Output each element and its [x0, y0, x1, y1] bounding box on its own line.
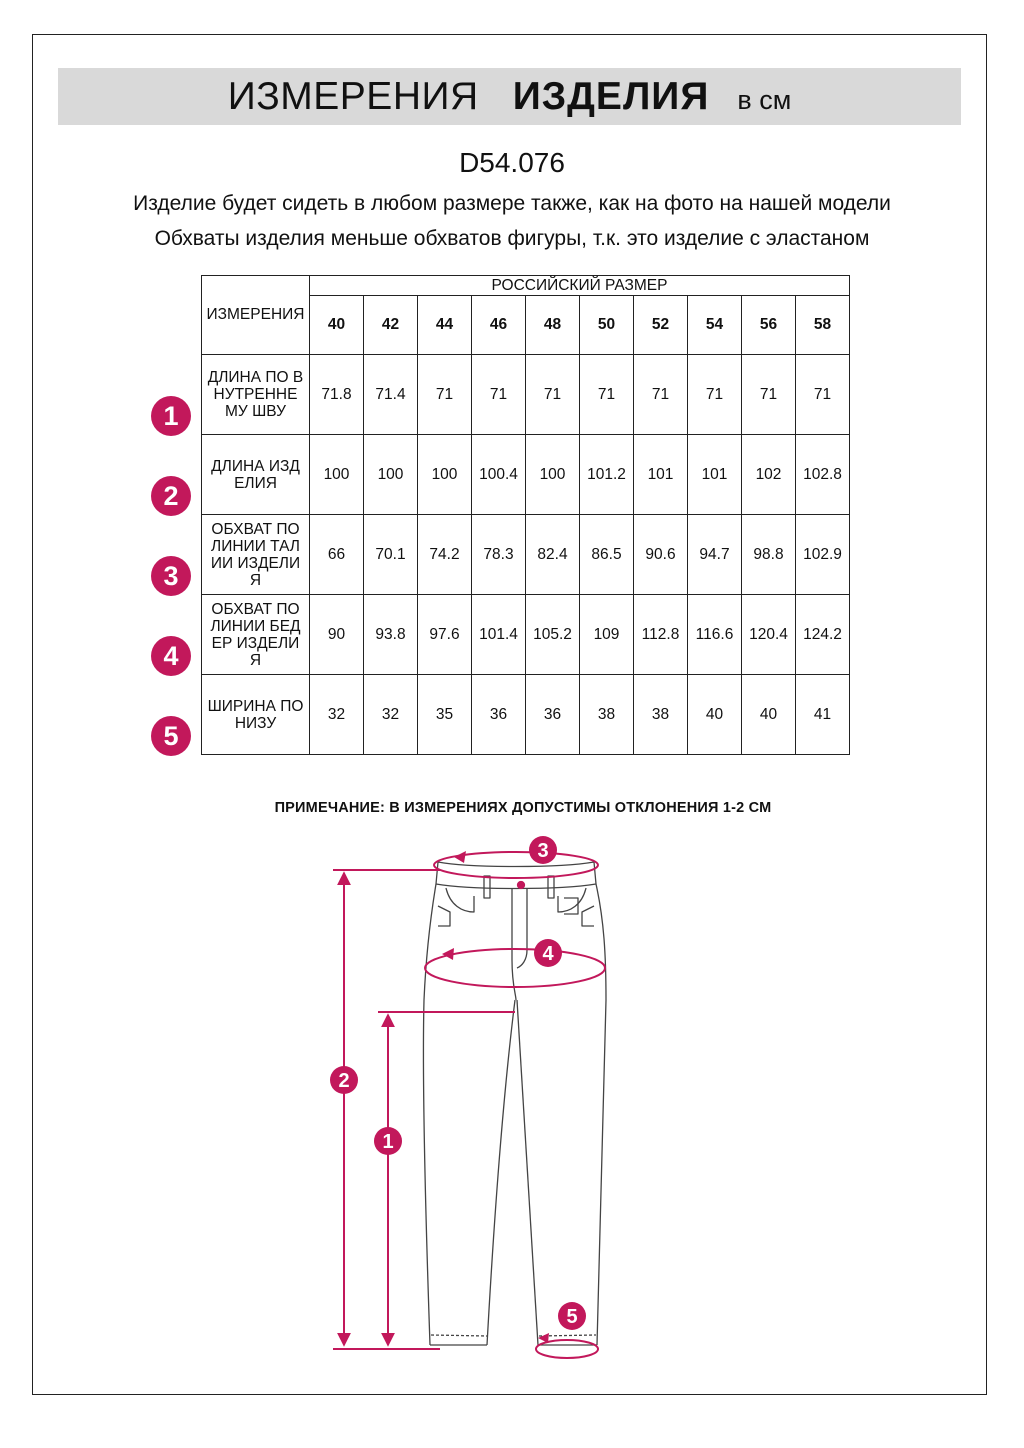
size-header: 52: [634, 296, 688, 355]
table-cell: 35: [418, 675, 472, 755]
measurement-name: ДЛИНА ПО ВНУТРЕННЕ МУ ШВУ: [202, 355, 310, 435]
diagram-markers: [330, 836, 586, 1330]
table-cell: 101: [634, 435, 688, 515]
svg-text:2: 2: [338, 1070, 350, 1092]
table-cell: 90.6: [634, 515, 688, 595]
size-header: 44: [418, 296, 472, 355]
measure-header: ИЗМЕРЕНИЯ: [202, 276, 310, 355]
table-cell: 82.4: [526, 515, 580, 595]
table-cell: 38: [580, 675, 634, 755]
measurement-name: ДЛИНА ИЗДЕЛИЯ: [202, 435, 310, 515]
svg-text:1: 1: [382, 1131, 394, 1153]
svg-text:3: 3: [537, 840, 549, 862]
table-cell: 40: [742, 675, 796, 755]
table-cell: 71.4: [364, 355, 418, 435]
table-cell: 101.4: [472, 595, 526, 675]
table-cell: 71: [634, 355, 688, 435]
table-cell: 105.2: [526, 595, 580, 675]
table-cell: 90: [310, 595, 364, 675]
table-cell: 101: [688, 435, 742, 515]
table-cell: 94.7: [688, 515, 742, 595]
table-cell: 78.3: [472, 515, 526, 595]
row-number-badge: 4: [151, 636, 191, 676]
intro-line-1: Изделие будет сидеть в любом размере также, как на фото на нашей модели: [133, 192, 891, 215]
svg-text:4: 4: [542, 943, 554, 965]
title-bold: ИЗДЕЛИЯ: [512, 75, 710, 118]
title-light: ИЗМЕРЕНИЯ: [227, 75, 479, 118]
size-header: 50: [580, 296, 634, 355]
marker-4: [534, 939, 562, 967]
table-cell: 100: [526, 435, 580, 515]
jeans-outline: [423, 862, 606, 1345]
table-cell: 112.8: [634, 595, 688, 675]
table-cell: 70.1: [364, 515, 418, 595]
table-cell: 71: [688, 355, 742, 435]
table-cell: 71: [418, 355, 472, 435]
size-header: 56: [742, 296, 796, 355]
row-number-badge: 2: [151, 476, 191, 516]
size-header: 48: [526, 296, 580, 355]
table-cell: 86.5: [580, 515, 634, 595]
measurement-name: ШИРИНА ПО НИЗУ: [202, 675, 310, 755]
table-cell: 97.6: [418, 595, 472, 675]
table-cell: 98.8: [742, 515, 796, 595]
table-cell: 71: [742, 355, 796, 435]
table-cell: 36: [472, 675, 526, 755]
title-unit: в см: [737, 85, 792, 115]
table-cell: 74.2: [418, 515, 472, 595]
row-number-badge: 1: [151, 396, 191, 436]
size-header: 58: [796, 296, 850, 355]
marker-3: [529, 836, 557, 864]
table-cell: 102.8: [796, 435, 850, 515]
size-group-header: РОССИЙСКИЙ РАЗМЕР: [310, 276, 850, 296]
marker-1: [374, 1127, 402, 1155]
table-cell: 71: [580, 355, 634, 435]
table-cell: 71: [526, 355, 580, 435]
table-cell: 102: [742, 435, 796, 515]
table-cell: 120.4: [742, 595, 796, 675]
table-cell: 32: [310, 675, 364, 755]
table-cell: 36: [526, 675, 580, 755]
table-cell: 100.4: [472, 435, 526, 515]
svg-text:5: 5: [566, 1306, 578, 1328]
table-cell: 71: [796, 355, 850, 435]
measurement-name: ОБХВАТ ПО ЛИНИИ ТАЛИИ ИЗДЕЛИЯ: [202, 515, 310, 595]
table-cell: 102.9: [796, 515, 850, 595]
model-code: D54.076: [459, 147, 565, 178]
size-header: 54: [688, 296, 742, 355]
intro-line-2: Обхваты изделия меньше обхватов фигуры, т.к. это изделие с эластаном: [154, 227, 870, 250]
table-cell: 38: [634, 675, 688, 755]
measurement-name: ОБХВАТ ПО ЛИНИИ БЕДЕР ИЗДЕЛИЯ: [202, 595, 310, 675]
table-cell: 66: [310, 515, 364, 595]
table-cell: 100: [364, 435, 418, 515]
measurement-lines: [333, 852, 605, 1358]
size-header: 46: [472, 296, 526, 355]
size-header: 40: [310, 296, 364, 355]
table-cell: 100: [418, 435, 472, 515]
table-cell: 32: [364, 675, 418, 755]
table-cell: 124.2: [796, 595, 850, 675]
table-cell: 40: [688, 675, 742, 755]
size-header: 42: [364, 296, 418, 355]
table-cell: 41: [796, 675, 850, 755]
table-cell: 71: [472, 355, 526, 435]
table-cell: 100: [310, 435, 364, 515]
table-cell: 109: [580, 595, 634, 675]
row-number-badge: 5: [151, 716, 191, 756]
marker-5: [558, 1302, 586, 1330]
table-cell: 93.8: [364, 595, 418, 675]
table-cell: 101.2: [580, 435, 634, 515]
table-cell: 71.8: [310, 355, 364, 435]
marker-2: [330, 1066, 358, 1094]
table-cell: 116.6: [688, 595, 742, 675]
tolerance-note: ПРИМЕЧАНИЕ: В ИЗМЕРЕНИЯХ ДОПУСТИМЫ ОТКЛОНЕНИЯ 1-2 СМ: [274, 800, 772, 816]
row-number-badge: 3: [151, 556, 191, 596]
